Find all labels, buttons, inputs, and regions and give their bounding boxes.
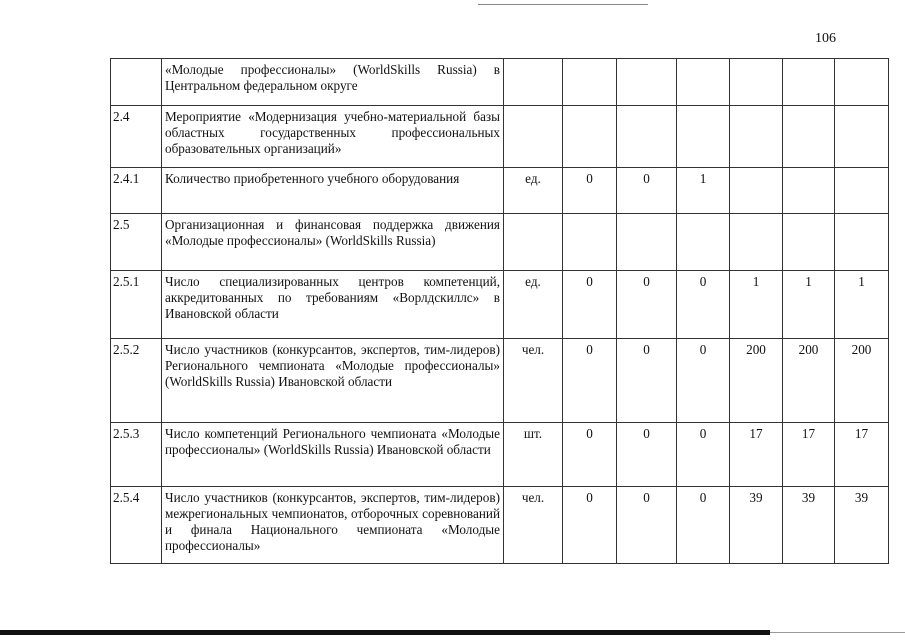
row-unit: чел.	[504, 487, 563, 564]
row-unit: чел.	[504, 339, 563, 423]
row-code: 2.5.1	[111, 271, 162, 339]
row-value: 0	[677, 271, 730, 339]
row-value: 0	[563, 487, 617, 564]
scan-bottom-bar	[0, 630, 770, 635]
row-unit	[504, 106, 563, 168]
row-value	[835, 59, 889, 106]
row-value	[730, 168, 783, 214]
row-value: 200	[783, 339, 835, 423]
row-value: 0	[563, 339, 617, 423]
row-value	[677, 59, 730, 106]
row-value: 0	[563, 271, 617, 339]
row-name: Мероприятие «Модернизация учебно-материальной базы областных государственных профессиональных образовательных организаций»	[162, 106, 504, 168]
row-value	[563, 214, 617, 271]
row-value: 0	[617, 339, 677, 423]
row-name: «Молодые профессионалы» (WorldSkills Russia) в Центральном федеральном округе	[162, 59, 504, 106]
row-value	[730, 106, 783, 168]
row-value	[617, 214, 677, 271]
row-value: 17	[783, 423, 835, 487]
row-name: Число компетенций Регионального чемпионата «Молодые профессионалы» (WorldSkills Russia) Ивановской области	[162, 423, 504, 487]
row-value: 17	[835, 423, 889, 487]
row-value: 200	[835, 339, 889, 423]
table-row	[111, 271, 889, 339]
row-code: 2.5.3	[111, 423, 162, 487]
row-name: Число участников (конкурсантов, экспертов, тим-лидеров) межрегиональных чемпионатов, отборочных соревнований и финала Национального чемпионата «Молодые профессионалы»	[162, 487, 504, 564]
row-unit: ед.	[504, 271, 563, 339]
row-unit: шт.	[504, 423, 563, 487]
row-value: 1	[835, 271, 889, 339]
row-value	[730, 214, 783, 271]
table-row	[111, 423, 889, 487]
row-value	[677, 106, 730, 168]
row-value: 0	[617, 423, 677, 487]
table-row	[111, 168, 889, 214]
row-value: 0	[563, 168, 617, 214]
scan-bottom-line	[770, 632, 905, 633]
row-value: 0	[677, 423, 730, 487]
row-name: Количество приобретенного учебного оборудования	[162, 168, 504, 214]
row-value: 17	[730, 423, 783, 487]
row-value: 0	[617, 168, 677, 214]
row-value: 0	[617, 271, 677, 339]
table-row	[111, 339, 889, 423]
table-row	[111, 59, 889, 106]
table-row	[111, 214, 889, 271]
row-value: 1	[677, 168, 730, 214]
row-name: Число специализированных центров компетенций, аккредитованных по требованиям «Ворлдскиллс» в Ивановской области	[162, 271, 504, 339]
row-value	[617, 106, 677, 168]
row-unit	[504, 59, 563, 106]
row-unit: ед.	[504, 168, 563, 214]
table-row	[111, 487, 889, 564]
row-value: 200	[730, 339, 783, 423]
page-number: 106	[815, 31, 836, 46]
row-value: 1	[783, 271, 835, 339]
row-value	[783, 59, 835, 106]
row-value: 39	[783, 487, 835, 564]
scan-top-line	[478, 4, 648, 5]
row-value	[835, 168, 889, 214]
row-value	[835, 106, 889, 168]
row-value	[783, 214, 835, 271]
row-name: Организационная и финансовая поддержка движения «Молодые профессионалы» (WorldSkills Russia)	[162, 214, 504, 271]
row-code: 2.5.2	[111, 339, 162, 423]
indicators-table	[110, 58, 889, 564]
row-value	[835, 214, 889, 271]
row-name: Число участников (конкурсантов, экспертов, тим-лидеров) Регионального чемпионата «Молодые профессионалы» (WorldSkills Russia) Ивановской области	[162, 339, 504, 423]
row-value: 0	[677, 339, 730, 423]
row-unit	[504, 214, 563, 271]
row-code	[111, 59, 162, 106]
row-value	[563, 106, 617, 168]
row-code: 2.4	[111, 106, 162, 168]
row-value	[617, 59, 677, 106]
row-code: 2.5.4	[111, 487, 162, 564]
row-code: 2.4.1	[111, 168, 162, 214]
row-value: 39	[835, 487, 889, 564]
table-row	[111, 106, 889, 168]
row-value: 0	[563, 423, 617, 487]
row-value: 39	[730, 487, 783, 564]
row-value: 0	[617, 487, 677, 564]
row-value: 0	[677, 487, 730, 564]
row-value	[783, 168, 835, 214]
row-value: 1	[730, 271, 783, 339]
row-value	[677, 214, 730, 271]
row-value	[783, 106, 835, 168]
row-value	[730, 59, 783, 106]
row-value	[563, 59, 617, 106]
row-code: 2.5	[111, 214, 162, 271]
